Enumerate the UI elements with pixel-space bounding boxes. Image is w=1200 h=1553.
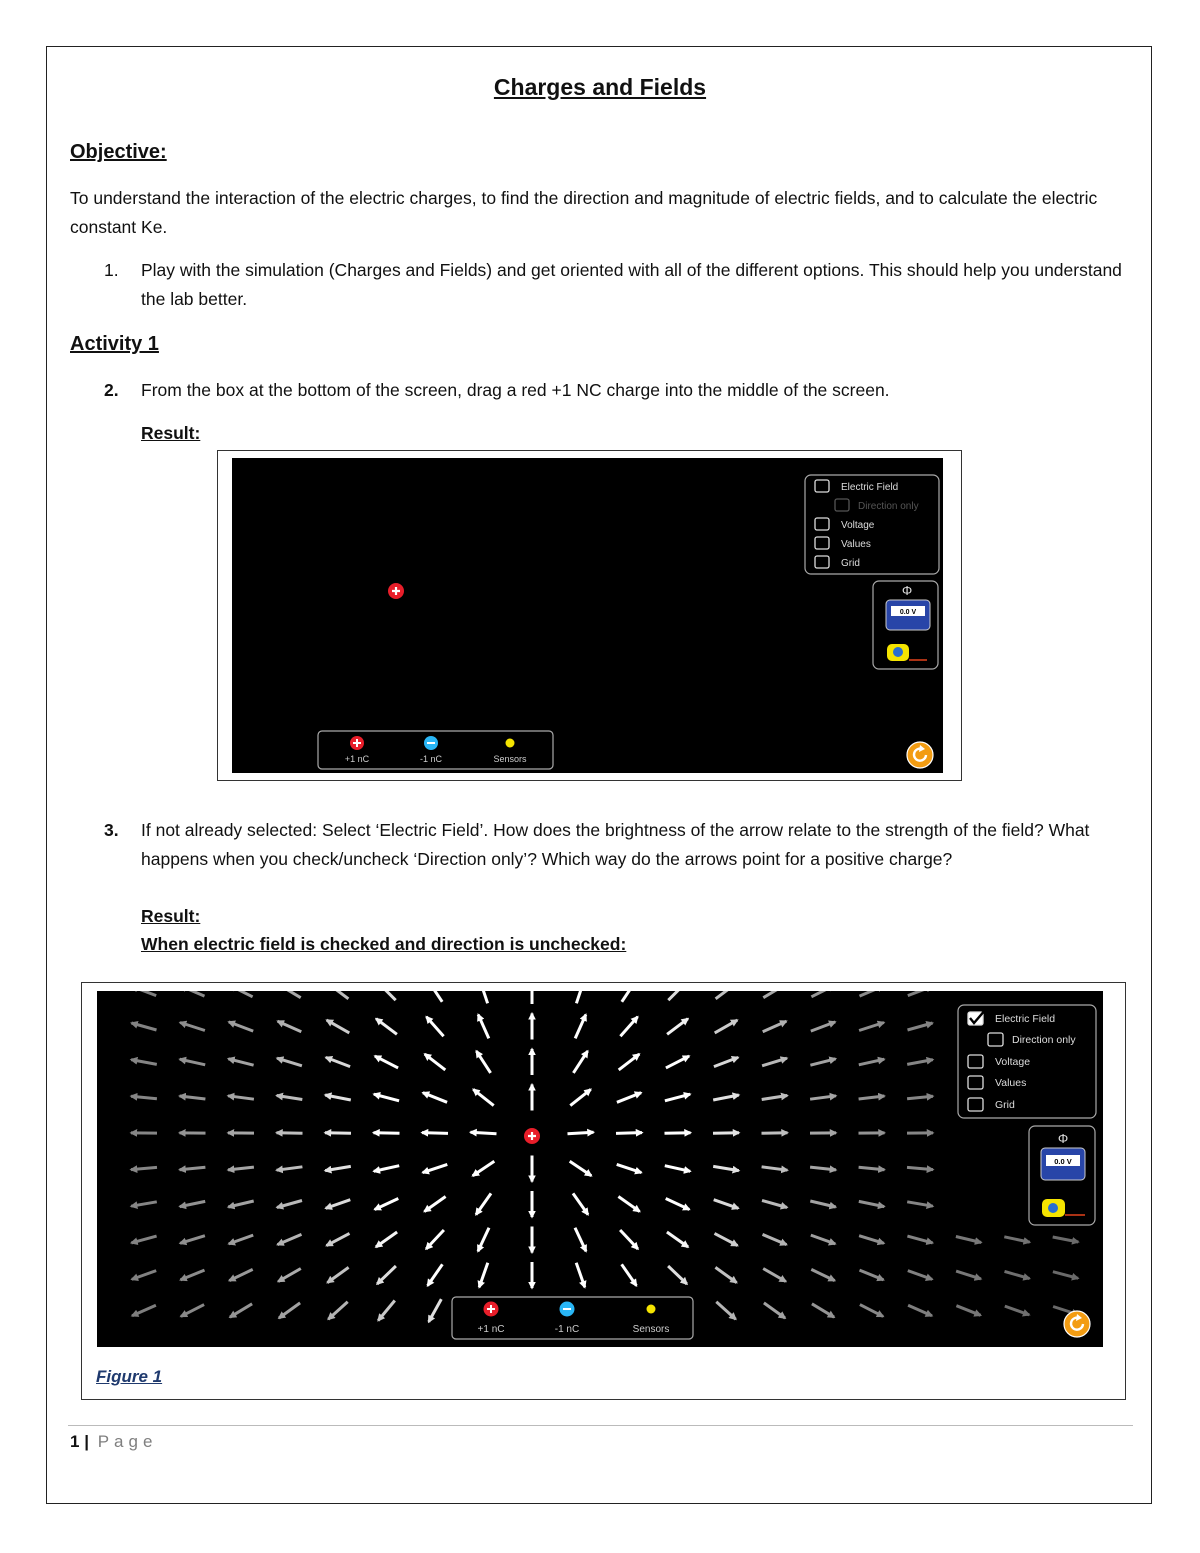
control-panel: [958, 1005, 1096, 1118]
values-label: Values: [995, 1077, 1027, 1089]
result-label: Result:: [141, 423, 201, 443]
step-text: From the box at the bottom of the screen, drag a red +1 NC charge into the middle of the screen.: [141, 380, 890, 400]
field-arrow: [811, 1022, 835, 1031]
field-arrow: [617, 1093, 641, 1103]
field-arrow: [714, 1200, 739, 1209]
field-arrow: [1053, 1237, 1079, 1242]
field-arrow: [956, 1306, 980, 1316]
values-label: Values: [841, 539, 871, 550]
field-arrow: [228, 1167, 254, 1170]
field-arrow: [860, 1305, 883, 1317]
field-arrow: [762, 1167, 788, 1170]
field-arrow: [617, 1164, 642, 1172]
electric-field-label: Electric Field: [841, 482, 899, 493]
charges-toolbox: [318, 731, 553, 769]
page-title: Charges and Fields: [493, 74, 707, 100]
reset-button[interactable]: [1064, 1311, 1090, 1337]
field-arrow: [180, 1236, 205, 1244]
field-arrow: [229, 1269, 252, 1280]
field-arrow: [859, 1096, 885, 1099]
positive-charge[interactable]: [388, 583, 404, 599]
field-arrow: [428, 991, 442, 1002]
field-arrow: [665, 1133, 691, 1134]
field-arrow: [908, 1271, 932, 1280]
field-arrow: [859, 1023, 884, 1031]
field-arrow: [180, 1059, 205, 1065]
field-arrow: [908, 1023, 933, 1030]
field-arrow: [1005, 1306, 1029, 1315]
field-arrow: [376, 1232, 397, 1247]
field-arrow: [810, 1096, 836, 1099]
field-arrow: [228, 1201, 253, 1207]
field-arrow: [278, 1269, 301, 1282]
electric-field-label: Electric Field: [995, 1013, 1056, 1025]
field-arrow: [377, 1266, 396, 1284]
field-arrow: [132, 991, 156, 996]
field-arrow: [667, 1232, 688, 1247]
field-arrow: [328, 1302, 347, 1319]
field-arrow: [907, 1096, 933, 1099]
field-arrow: [277, 1096, 303, 1100]
field-arrow: [715, 1020, 738, 1033]
field-arrow: [1053, 1272, 1078, 1279]
step-number: 1.: [104, 260, 119, 280]
field-arrow: [131, 1060, 157, 1065]
field-arrow: [422, 1133, 448, 1134]
field-arrow: [180, 1167, 206, 1169]
step-number: 2.: [104, 380, 119, 400]
field-arrow: [229, 1235, 253, 1244]
field-arrow: [619, 1054, 640, 1070]
field-arrow: [622, 991, 636, 1002]
field-arrow: [570, 1161, 592, 1175]
field-arrow: [575, 1015, 586, 1039]
field-arrow: [277, 1201, 302, 1208]
voltmeter-phi-label: Φ: [1057, 1131, 1069, 1146]
voltmeter-icon[interactable]: [1041, 1148, 1085, 1180]
step-text: Play with the simulation (Charges and Fields) and get oriented with all of the different options. This should help you understand the lab better.: [141, 260, 1122, 309]
field-arrow: [278, 991, 300, 998]
field-arrow: [426, 1230, 444, 1249]
positive-charge-label: +1 nC: [477, 1324, 505, 1335]
screenshot-frame-2: [81, 982, 1126, 1400]
field-arrow: [180, 1201, 205, 1206]
result-label: Result:: [141, 906, 201, 926]
field-arrow: [763, 1234, 787, 1244]
negative-charge-label: -1 nC: [554, 1324, 580, 1335]
field-arrow: [473, 1089, 493, 1105]
activity-heading: Activity 1: [70, 333, 159, 355]
positive-charge-label: +1 nC: [344, 754, 370, 764]
field-arrow: [278, 1021, 302, 1032]
direction-only-label: Direction only: [858, 501, 919, 512]
field-arrow: [907, 1167, 933, 1169]
field-arrow: [180, 1096, 206, 1099]
objective-heading: Objective:: [70, 141, 167, 163]
field-arrow: [328, 991, 349, 999]
field-arrow: [668, 1266, 687, 1284]
field-arrow: [229, 1022, 253, 1031]
field-arrow: [668, 991, 686, 1000]
field-arrow: [575, 1228, 586, 1252]
field-arrow: [228, 1059, 253, 1065]
field-arrow: [713, 1095, 739, 1100]
field-arrow: [715, 1233, 738, 1245]
field-arrow: [278, 1234, 302, 1244]
field-arrow: [764, 1303, 785, 1318]
field-arrow: [279, 1303, 300, 1318]
field-arrow: [716, 1302, 735, 1319]
field-arrow: [714, 1057, 738, 1066]
voltage-label: Voltage: [841, 520, 875, 531]
field-arrow: [573, 1193, 588, 1214]
simulation-canvas-2: [97, 991, 1103, 1347]
positive-charge-source[interactable]: [484, 1302, 499, 1317]
field-arrow: [429, 1299, 442, 1322]
field-arrow: [811, 991, 834, 997]
field-arrow: [326, 1200, 351, 1209]
field-arrow: [763, 1269, 786, 1282]
negative-charge-label: -1 nC: [419, 754, 443, 764]
field-arrow: [131, 1167, 157, 1169]
negative-charge-source[interactable]: [560, 1302, 575, 1317]
field-arrow: [132, 1305, 156, 1316]
field-arrow: [277, 1058, 302, 1066]
field-arrow: [425, 1054, 446, 1070]
field-arrow: [230, 1304, 252, 1317]
field-arrow: [620, 1230, 638, 1249]
field-arrow: [763, 991, 785, 998]
field-arrow: [666, 1056, 689, 1068]
field-arrow: [907, 1202, 933, 1206]
negative-charge-source[interactable]: [424, 736, 438, 750]
field-arrow: [762, 1058, 787, 1066]
reset-button[interactable]: [907, 742, 933, 768]
step-3: [104, 816, 1124, 873]
page-separator: |: [84, 1432, 89, 1451]
simulation-screen-2: [97, 991, 1103, 1347]
field-arrow: [956, 1271, 981, 1279]
field-arrow: [859, 1167, 885, 1169]
field-arrow: [1005, 1271, 1030, 1278]
grid-label: Grid: [841, 558, 860, 569]
field-arrow: [956, 1237, 981, 1243]
field-arrow: [479, 991, 487, 1003]
field-arrow: [325, 1166, 351, 1170]
field-arrow: [131, 1236, 156, 1243]
positive-charge[interactable]: [524, 1128, 540, 1144]
field-arrow: [377, 991, 395, 1000]
field-arrow: [811, 1269, 834, 1280]
tools-panel: [1029, 1126, 1095, 1225]
sensor-source[interactable]: [506, 739, 515, 748]
field-arrow: [471, 1132, 497, 1134]
field-arrow: [665, 1166, 690, 1172]
field-arrow: [859, 1236, 884, 1244]
figure-caption: Figure 1: [96, 1367, 163, 1386]
field-arrow: [375, 1056, 398, 1068]
field-arrow: [620, 1017, 637, 1036]
field-arrow: [374, 1094, 399, 1101]
field-arrow: [180, 1023, 205, 1031]
field-condition-label: When electric field is checked and direction is unchecked:: [141, 934, 627, 954]
field-arrow: [424, 1197, 445, 1212]
screenshot-frame-1: [217, 450, 962, 781]
field-arrow: [666, 1199, 690, 1210]
voltmeter-reading: 0.0 V: [899, 609, 917, 616]
step-1: [104, 256, 1124, 313]
field-arrow: [277, 1167, 303, 1170]
field-arrow: [713, 1166, 739, 1170]
field-arrow: [859, 1059, 884, 1065]
step-text: If not already selected: Select ‘Electric Field’. How does the brightness of the arrow relate to the strength of the field? What happens when you check/uncheck ‘Direction only’? Which way do the arrows point for a positive charge?: [141, 820, 1090, 869]
field-arrow: [326, 1057, 350, 1066]
field-arrow: [576, 991, 584, 1003]
footer-divider: [68, 1425, 1133, 1426]
field-arrow: [907, 1236, 932, 1243]
field-arrow: [811, 1235, 835, 1244]
field-arrow: [423, 1164, 448, 1172]
field-arrow: [181, 1270, 205, 1280]
field-arrow: [376, 1019, 397, 1035]
field-arrow: [762, 1096, 788, 1100]
field-arrow: [229, 991, 252, 997]
field-arrow: [479, 1263, 488, 1288]
field-arrow: [374, 1133, 400, 1134]
step-2: [104, 376, 1124, 405]
field-arrow: [812, 1304, 834, 1317]
control-panel: [805, 475, 939, 574]
field-arrow: [616, 1133, 642, 1134]
field-arrow: [228, 1096, 254, 1099]
field-arrow: [1004, 1237, 1029, 1242]
tools-panel: [873, 581, 938, 669]
field-arrow: [131, 1096, 157, 1099]
page-number: 1: [70, 1432, 80, 1451]
field-arrow: [762, 1201, 787, 1208]
field-arrow: [476, 1193, 491, 1214]
field-arrow: [576, 1263, 585, 1288]
electric-field-checkbox[interactable]: [968, 1009, 986, 1025]
field-arrow: [375, 1199, 399, 1210]
simulation-screen-1: [232, 458, 943, 773]
sensors-label: Sensors: [632, 1324, 670, 1335]
field-arrow: [716, 991, 737, 999]
grid-label: Grid: [995, 1099, 1015, 1111]
field-arrow: [478, 1228, 489, 1252]
field-arrow: [428, 1264, 443, 1285]
charges-toolbox: [452, 1297, 693, 1339]
field-arrow: [860, 1270, 884, 1280]
field-arrow: [426, 1017, 443, 1036]
field-arrow: [570, 1089, 590, 1105]
field-arrow: [667, 1019, 688, 1035]
objective-text: To understand the interaction of the electric charges, to find the direction and magnitude of electric fields, and to calculate the electric constant Ke.: [70, 188, 1098, 237]
field-arrow: [181, 991, 205, 996]
field-arrow: [378, 1301, 395, 1321]
step-number: 3.: [104, 820, 119, 840]
field-arrow: [860, 991, 884, 996]
field-arrow: [908, 991, 932, 996]
simulation-canvas-1: [232, 458, 943, 773]
sensors-label: Sensors: [493, 754, 527, 764]
field-arrow: [476, 1051, 490, 1073]
field-arrow: [907, 1060, 933, 1065]
voltmeter-phi-label: Φ: [901, 583, 913, 598]
field-arrow: [568, 1132, 594, 1134]
field-arrow: [132, 1023, 157, 1030]
field-arrow: [473, 1161, 495, 1175]
field-arrow: [327, 1020, 350, 1033]
field-arrow: [423, 1093, 447, 1103]
field-arrow: [478, 1015, 489, 1039]
page-label: Page: [97, 1432, 158, 1451]
voltmeter-icon[interactable]: [886, 600, 930, 630]
field-arrow: [763, 1021, 787, 1032]
field-arrow: [715, 1267, 736, 1282]
field-arrow: [908, 1305, 932, 1316]
field-arrow: [131, 1202, 157, 1206]
sensor-source[interactable]: [647, 1305, 656, 1314]
field-arrow: [810, 1201, 835, 1207]
positive-charge-source[interactable]: [350, 736, 364, 750]
voltage-label: Voltage: [995, 1056, 1031, 1068]
voltmeter-reading: 0.0 V: [1054, 1157, 1072, 1166]
field-arrow: [618, 1197, 639, 1212]
field-arrow: [859, 1201, 884, 1206]
field-arrow: [810, 1167, 836, 1170]
electric-field-arrows: [131, 991, 1078, 1322]
page-footer: [70, 1432, 157, 1452]
field-arrow: [327, 1267, 348, 1282]
field-arrow: [325, 1095, 351, 1100]
field-arrow: [181, 1305, 204, 1317]
field-arrow: [374, 1166, 399, 1172]
field-arrow: [665, 1094, 690, 1101]
field-arrow: [573, 1051, 587, 1073]
field-arrow: [622, 1264, 637, 1285]
direction-only-label: Direction only: [1012, 1034, 1076, 1046]
field-arrow: [327, 1233, 350, 1245]
field-arrow: [810, 1059, 835, 1065]
field-arrow: [132, 1271, 156, 1280]
